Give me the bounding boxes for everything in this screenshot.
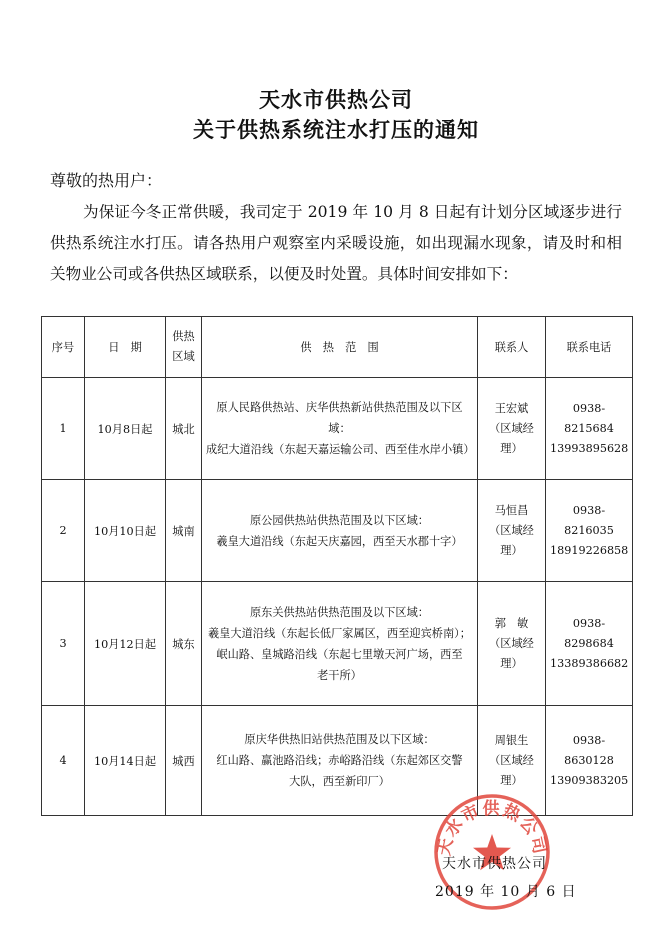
scope-line: 原东关供热站供热范围及以下区域： [249,605,429,619]
phone-landline: 0938-8215684 [564,401,614,435]
header-region-line2: 区域 [172,350,195,363]
contact-role: （区域经理） [489,636,534,670]
row-contact [478,378,546,480]
row-date: 10月14日起 [85,706,166,816]
scope-line: 老干所） [317,668,362,682]
table-row [42,582,633,706]
row-scope [202,480,478,582]
phone-landline: 0938-8298684 [564,616,614,650]
header-contact: 联系人 [478,317,546,378]
row-no: 1 [42,378,85,480]
contact-name: 周银生 [494,733,529,747]
scope-line: 大队，西至新印厂） [289,775,390,788]
contact-name: 马恒昌 [494,503,529,517]
contact-role: （区域经理） [489,421,534,455]
scope-line: 羲皇大道沿线（东起天庆嘉园，西至天水郡十字） [216,534,463,548]
row-date: 10月8日起 [85,378,166,480]
header-region-line1: 供热 [172,330,195,343]
row-phone [546,582,633,706]
scope-line: 成纪大道沿线（东起天嘉运输公司、西至佳水岸小镇） [206,443,475,456]
row-phone [546,480,633,582]
notice-issuer-title: 天水市供热公司 [259,87,413,112]
scope-line: 原庆华供热旧站供热范围及以下区域： [244,733,435,746]
row-no: 3 [42,582,85,706]
contact-name: 郭 敏 [494,616,529,630]
notice-body: 为保证今冬正常供暖，我司定于 2019 年 10 月 8 日起有计划分区域逐步进行供热系统注水打压。请各热用户观察室内采暖设施，如出现漏水现象，请及时和相关物业公司或各供热区域联系，以便及时处置。具体时间安排如下： [50,203,622,283]
seal-text-path: 天水市供热公司 [434,799,550,858]
phone-mobile: 13909383205 [550,773,629,787]
schedule-table [41,316,633,816]
row-region: 城南 [166,480,202,582]
row-scope [202,378,478,480]
salutation: 尊敬的热用户： [50,171,163,190]
row-contact [478,582,546,706]
row-date: 10月12日起 [85,582,166,706]
phone-landline: 0938-8630128 [564,733,614,767]
scope-line: 羲皇大道沿线（东起长低厂家属区，西至迎宾桥南）； [208,626,471,640]
contact-name: 王宏斌 [494,401,529,415]
table-header-row [42,317,633,378]
row-phone [546,378,633,480]
row-region: 城北 [166,378,202,480]
signature-date: 2019 年 10 月 6 日 [435,884,577,900]
contact-role: （区域经理） [489,753,534,787]
scope-line: 原人民路供热站、庆华供热新站供热范围及以下区域： [216,401,463,435]
header-region [166,317,202,378]
table-row [42,480,633,582]
header-no: 序号 [42,317,85,378]
header-scope: 供 热 范 围 [202,317,478,378]
scope-line: 原公园供热站供热范围及以下区域： [249,513,429,527]
scope-line: 红山路、赢池路沿线；赤峪路沿线（东起郊区交警 [216,754,463,767]
scope-line: 岷山路、皇城路沿线（东起七里墩天河广场，西至 [216,647,463,661]
row-region: 城西 [166,706,202,816]
row-scope [202,582,478,706]
row-date: 10月10日起 [85,480,166,582]
notice-subject-title: 关于供热系统注水打压的通知 [193,117,479,142]
row-no: 4 [42,706,85,816]
header-date: 日 期 [85,317,166,378]
header-phone: 联系电话 [546,317,633,378]
contact-role: （区域经理） [489,523,534,557]
row-contact [478,480,546,582]
signature-company: 天水市供热公司 [442,856,547,872]
phone-mobile: 18919226858 [550,543,629,557]
row-region: 城东 [166,582,202,706]
row-no: 2 [42,480,85,582]
row-phone [546,706,633,816]
phone-mobile: 13993895628 [550,441,629,455]
phone-landline: 0938-8216035 [564,503,614,537]
table-row [42,378,633,480]
phone-mobile: 13389386682 [550,656,629,670]
